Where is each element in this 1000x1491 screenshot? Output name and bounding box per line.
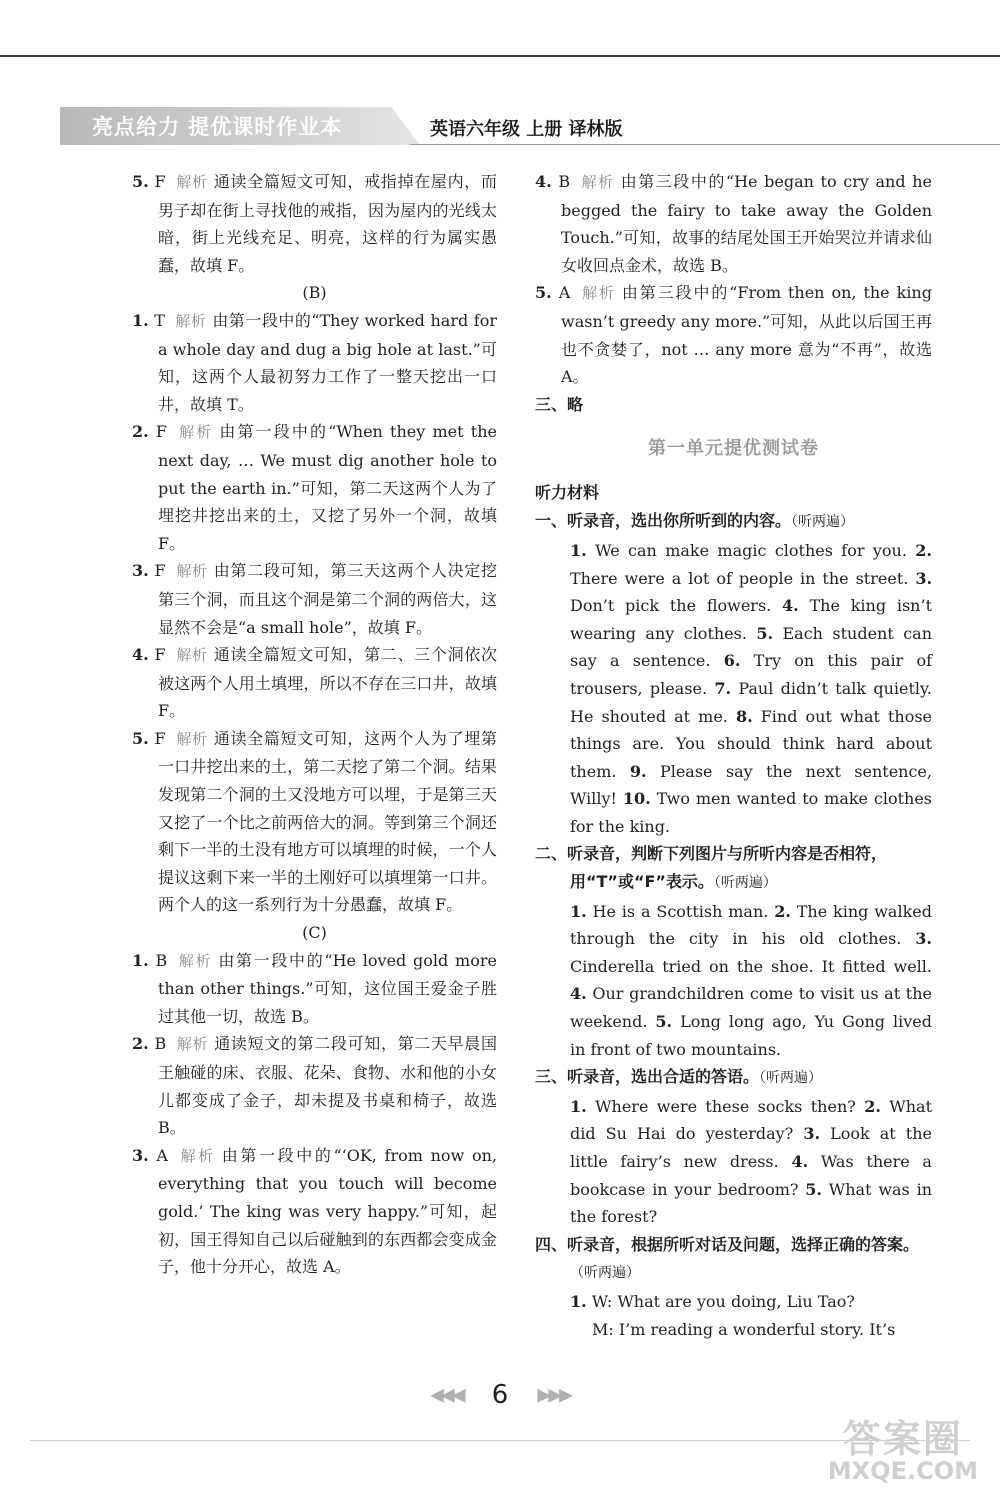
listening-script <box>535 1093 932 1231</box>
left-arrows-icon: ◀◀◀ <box>430 1384 463 1406</box>
section-instruction: 四、听录音，根据所听对话及问题，选择正确的答案。 <box>535 1234 920 1254</box>
item-answer: B <box>155 950 168 970</box>
item-number: 5. <box>535 283 552 303</box>
script-number: 2. <box>864 1096 881 1116</box>
item-answer: A <box>156 1145 168 1165</box>
section-instruction: 一、听录音，选出你所听到的内容。 <box>535 511 792 531</box>
script-number: 8. <box>735 706 753 726</box>
right-column <box>535 168 932 1343</box>
analysis-label: 解析 <box>177 423 214 442</box>
script-sentence: Each student can say a sentence. <box>570 623 932 671</box>
analysis-label: 解析 <box>176 1035 209 1054</box>
analysis-text: 由第一段中的“‘OK, from now on, everything that you touch will become gold.’ The king was very happy.”可知，起初，国王得知自己以后碰触到的东西都会变成金子，他十分开心，故选 A。 <box>158 1145 497 1277</box>
answer-item <box>132 1030 497 1141</box>
analysis-label: 解析 <box>174 311 207 330</box>
listening-script <box>535 537 932 841</box>
answer-item <box>132 1142 497 1281</box>
analysis-text: 通读短文的第二段可知，第二天早晨国王触碰的床、衣服、花朵、食物、水和他的小女儿都变成了金子，却未提及书桌和椅子，故选 B。 <box>158 1034 497 1138</box>
script-sentence: Please say the next sentence, Willy! <box>570 761 932 809</box>
script-number: 2. <box>915 540 932 560</box>
left-column <box>132 168 497 1281</box>
watermark-logo <box>828 1408 978 1485</box>
dialog-number: 1. <box>570 1291 587 1311</box>
analysis-text: 由第一段中的“He loved gold more than other things.”可知，这位国王爱金子胜过其他一切，故选 B。 <box>158 950 497 1026</box>
script-number: 4. <box>791 1152 809 1171</box>
play-twice-note: （听两遍） <box>713 875 777 892</box>
analysis-text: 通读全篇短文可知，戒指掉在屋内，而男子却在街上寻找他的戒指，因为屋内的光线太暗，街上光线充足、明亮，这样的行为属实愚蠢，故填 F。 <box>158 172 497 275</box>
play-twice-note: （听两遍） <box>791 514 855 531</box>
script-sentence: Try on this pair of trousers, please. <box>570 651 933 698</box>
answer-item <box>132 168 497 279</box>
page-footer <box>0 1380 1000 1410</box>
listening-section-heading <box>535 1063 932 1093</box>
script-sentence: The king walked through the city in his old clothes. <box>570 901 932 949</box>
section-three-omitted: 三、略 <box>535 394 584 414</box>
script-sentence: Paul didn’t talk quietly. He shouted at me. <box>570 678 933 726</box>
analysis-label: 解析 <box>175 729 208 748</box>
analysis-text: 由第二段可知，第三天这两个人决定挖第三个洞，而且这个洞是第二个洞的两倍大，这显然不会是“a small hole”，故填 F。 <box>158 561 497 637</box>
top-rule <box>0 55 1000 57</box>
section-instruction: 二、听录音，判断下列图片与所听内容是否相符，用“T”或“F”表示。 <box>535 844 888 892</box>
answer-item <box>132 725 497 919</box>
script-sentence: There were a lot of people in the street. <box>570 568 909 588</box>
script-number: 1. <box>570 901 587 921</box>
analysis-text: 由第一段中的“They worked hard for a whole day and dug a big hole at last.”可知，这两个人最初努力工作了一整天挖出一口井，故填 T。 <box>158 310 497 414</box>
script-sentence: Look at the little fairy’s new dress. <box>570 1124 932 1171</box>
section-instruction: 三、听录音，选出合适的答语。 <box>535 1067 760 1087</box>
dialog-w: W: What are you doing, Liu Tao? <box>591 1291 855 1311</box>
page-number: 6 <box>491 1380 509 1410</box>
answer-item <box>535 279 932 390</box>
script-number: 4. <box>782 596 799 616</box>
listening-material-label: 听力材料 <box>535 483 600 503</box>
item-number: 4. <box>132 645 149 665</box>
item-answer: B <box>154 1034 167 1054</box>
item-answer: F <box>155 422 168 442</box>
answer-item <box>535 168 932 279</box>
analysis-label: 解析 <box>175 562 208 581</box>
answer-item <box>132 418 497 557</box>
analysis-label: 解析 <box>177 951 213 970</box>
script-number: 1. <box>570 540 587 560</box>
watermark-text: 答案圈 <box>842 1417 963 1461</box>
script-sentence: He is a Scottish man. <box>592 901 769 921</box>
watermark-url: MXQE.COM <box>827 1457 978 1485</box>
item-answer: B <box>558 172 571 191</box>
script-number: 3. <box>803 1124 821 1144</box>
item-answer: F <box>154 645 166 665</box>
analysis-text: 通读全篇短文可知，第二、三个洞依次被这两个人用土填埋，所以不存在三口井，故填 F。 <box>158 645 497 721</box>
item-number: 5. <box>132 172 149 191</box>
script-number: 1. <box>570 1096 587 1116</box>
listening-section-heading <box>535 1231 932 1288</box>
answer-item <box>132 947 497 1031</box>
analysis-label: 解析 <box>175 173 208 191</box>
item-answer: A <box>558 283 571 303</box>
script-sentence: The king isn’t wearing any clothes. <box>570 596 932 643</box>
script-number: 3. <box>915 929 932 949</box>
script-sentence: Our grandchildren come to visit us at the weekend. <box>570 984 932 1032</box>
dialog-line-w <box>570 1288 932 1316</box>
answer-item <box>132 557 497 641</box>
script-sentence: Was there a bookcase in your bedroom? <box>570 1152 932 1199</box>
script-number: 5. <box>655 1012 673 1032</box>
script-sentence: What was in the forest? <box>570 1179 932 1227</box>
listening-section-heading <box>535 507 932 537</box>
item-answer: T <box>154 310 165 330</box>
script-sentence: What did Su Hai do yesterday? <box>570 1096 933 1144</box>
analysis-label: 解析 <box>580 173 615 191</box>
script-number: 3. <box>915 568 933 588</box>
item-number: 4. <box>535 172 552 191</box>
script-sentence: Cinderella tried on the shoe. It fitted well. <box>570 956 932 976</box>
dialog-script <box>535 1288 932 1343</box>
script-sentence: Long long ago, Yu Gong lived in front of two mountains. <box>570 1012 933 1059</box>
item-number: 3. <box>132 1145 149 1165</box>
script-number: 4. <box>570 984 587 1004</box>
item-number: 2. <box>132 422 149 442</box>
item-answer: F <box>154 728 166 748</box>
script-sentence: Don’t pick the flowers. <box>570 596 772 616</box>
item-number: 5. <box>132 728 149 748</box>
dialog-line-m <box>570 1316 932 1344</box>
answer-item <box>132 641 497 725</box>
item-number: 1. <box>132 310 149 330</box>
subsection-heading: (C) <box>302 923 327 943</box>
script-number: 6. <box>723 651 741 671</box>
script-sentence: Find out what those things are. You should think hard about them. <box>570 706 933 781</box>
script-number: 10. <box>622 789 651 809</box>
book-series-title: 亮点给力 提优课时作业本 <box>92 115 343 139</box>
listening-script <box>535 898 932 1064</box>
play-twice-note: （听两遍） <box>759 1070 823 1087</box>
item-number: 1. <box>132 950 149 970</box>
script-number: 2. <box>774 901 791 921</box>
play-twice-note: （听两遍） <box>570 1265 640 1282</box>
book-subject-title: 英语六年级 上册 译林版 <box>430 119 623 140</box>
right-arrows-icon: ▶▶▶ <box>537 1384 570 1406</box>
script-sentence: Two men wanted to make clothes for the king. <box>570 789 933 836</box>
unit-test-title: 第一单元提优测试卷 <box>648 438 819 460</box>
dialog-m: M: I’m reading a wonderful story. It’s <box>592 1319 896 1339</box>
header-rule <box>410 144 1000 145</box>
script-sentence: Where were these socks then? <box>595 1096 856 1116</box>
analysis-text: 通读全篇短文可知，这两个人为了埋第一口井挖出来的土，第二天挖了第二个洞。结果发现第二个洞的土又没地方可以埋，于是第三天又挖了一个比之前两倍大的洞。等到第三个洞还剩下一半的土没有地方可以填埋的时候，一个人提议这剩下来一半的土刚好可以填埋第一口井。两个人的这一系列行为十分愚蠢，故填 F。 <box>158 728 497 915</box>
script-number: 5. <box>805 1179 822 1199</box>
script-number: 9. <box>629 761 647 781</box>
script-number: 7. <box>714 678 732 698</box>
analysis-label: 解析 <box>175 646 208 665</box>
listening-section-heading <box>535 840 932 897</box>
analysis-text: 由第三段中的“He began to cry and he begged the fairy to take away the Golden Touch.”可知，故事的结尾处国王开始哭泣并请求仙女收回点金术，故选 B。 <box>561 172 932 275</box>
analysis-label: 解析 <box>177 1146 216 1165</box>
item-answer: F <box>154 561 166 581</box>
item-number: 2. <box>132 1034 149 1054</box>
analysis-text: 由第一段中的“When they met the next day, … We must dig another hole to put the earth in.”可知，第二天这两个人为了埋挖井挖出来的土，又挖了另外一个洞，故填 F。 <box>158 422 497 553</box>
analysis-text: 由第三段中的“From then on, the king wasn’t greedy any more.”可知，从此以后国王再也不贪婪了，not … any more 意为“不再”，故选 A。 <box>561 283 932 387</box>
script-number: 5. <box>756 623 774 643</box>
script-sentence: We can make magic clothes for you. <box>595 540 907 560</box>
analysis-label: 解析 <box>580 284 616 303</box>
subsection-heading: (B) <box>302 283 327 303</box>
item-number: 3. <box>132 561 149 581</box>
item-answer: F <box>154 172 166 191</box>
answer-item <box>132 307 497 418</box>
